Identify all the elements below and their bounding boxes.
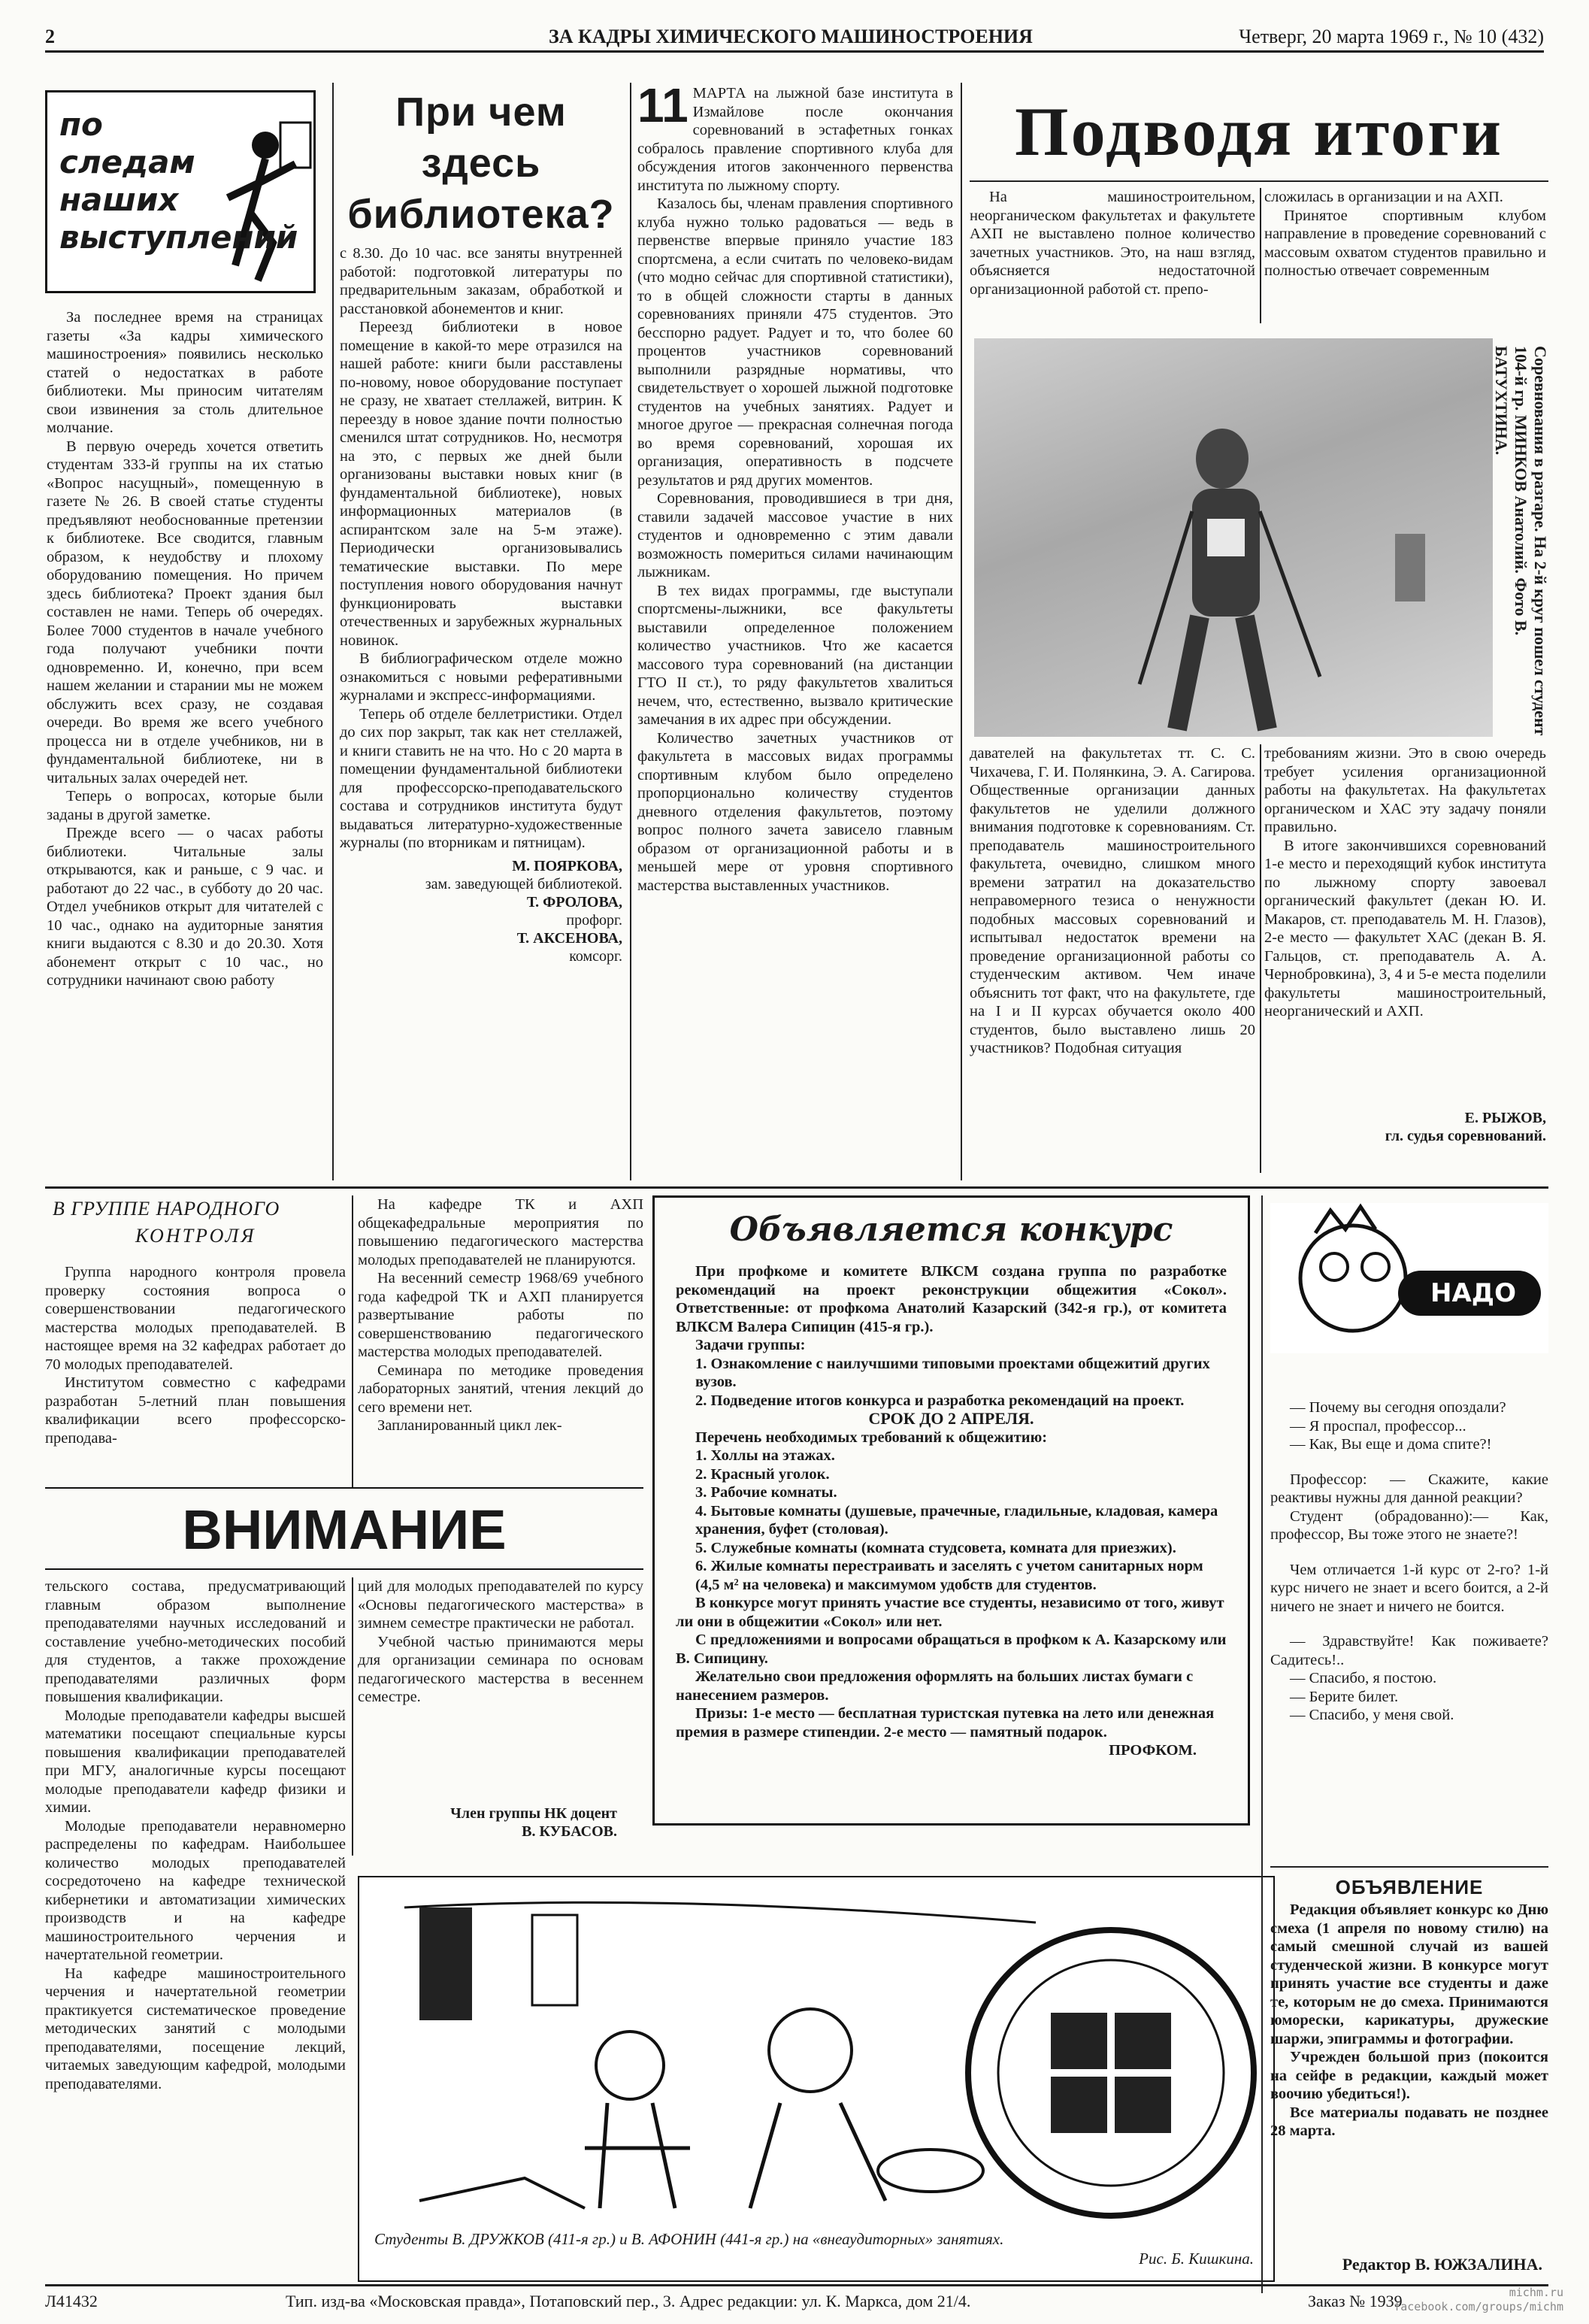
joke-line: — Как, Вы еще и дома спите?! xyxy=(1290,1436,1492,1453)
paragraph: Переезд библиотеки в новое помещение в какой-то мере отразился на нашей работе: книги были расставлены по-новому, новое оборудование поступает не сразу, не хватает стеллажей, витрин. К переезду в новое здание почти полностью сменился штат сотрудников. Но, несмотря на это, с первых же дней были организованы выставки новых книг (в фундаментальной библиотеке), новых информационных материалов (в аспирантском зале на 5-м этаже). Периодически организовывались тематические выставки. По мере поступления нового оборудования начнут функционировать выставки отечественных и зарубежных журнальных новинок. xyxy=(340,319,622,649)
signature-name: М. ПОЯРКОВА, xyxy=(512,857,622,874)
paragraph: Редакция объявляет конкурс ко Дню смеха (1 апреля по новому стилю) на самый смешной случай из вашей студенческой жизни. В конкурсе могут принять участие все студенты и даже те, которым не до смеха. Принимаются юморески, карикатуры, дружеские шаржи, эпиграммы и фотографии. xyxy=(1270,1901,1548,2047)
column-rule xyxy=(1260,744,1261,1173)
paragraph: На кафедре ТК и АХП общекафедральные мероприятия по повышению педагогического мастерства молодых преподавателей не планируются. xyxy=(358,1196,643,1268)
paragraph: Количество зачетных участников от факультета в массовых видах программы спортивным клубом было определено пропорционально количеству студентов дневного отделения факультетов, поэтому вопрос полного зачета зависело главным образом от организационной работы и в меньшей мере от уровня спортивного мастерства выставленных участников. xyxy=(637,729,953,894)
paragraph: В первую очередь хочется ответить студентам 333-й группы на их статью «Вопрос насущный», помещенную в газете № 26. В своей статье студенты предъявляют необоснованные претензии к библиотеке. Все сводится, главным образом, к неудобству и плохому оборудованию помещения. Но причем здесь библиотека? Проект здания был составлен не нами. Теперь об очередях. Более 7000 студентов в начале учебного года получают учебники почти одновременно. И, конечно, при всем нашем желании и старании мы не можем обслужить всех сразу, не создавая очереди. Во время же всего учебного процесса ни в отделе учебников, ни в фундаментальной библиотеке, ни в читальных залах очередей нет. xyxy=(47,438,323,786)
contest-requirement: 2. Красный уголок. xyxy=(695,1465,830,1483)
sport-col1 xyxy=(637,84,953,1174)
masthead: ЗА КАДРЫ ХИМИЧЕСКОГО МАШИНОСТРОЕНИЯ xyxy=(549,26,1033,47)
joke-line: Студент (обрадованно):— Как, профессор, Вы тоже этого не знаете?! xyxy=(1270,1507,1548,1543)
joke-line: — Почему вы сегодня опоздали? xyxy=(1290,1399,1506,1416)
drop-cap: 11 xyxy=(637,84,689,132)
paragraph: В конкурсе могут принять участие все студенты, независимо от того, живут ли они в общежитии «Сокол» или нет. xyxy=(676,1595,1224,1630)
section-rule xyxy=(1270,1866,1548,1868)
paragraph: Все материалы подавать не позднее 28 марта. xyxy=(1270,2104,1548,2139)
notice-title: ОБЪЯВЛЕНИЕ xyxy=(1335,1876,1484,1898)
paragraph: С предложениями и вопросами обращаться в профком к А. Казарскому или В. Сипицину. xyxy=(676,1632,1227,1667)
paragraph: На весенний семестр 1968/69 учебного года кафедрой ТК и АХП планируется развертывание работы по совершенствованию педагогического мастерства молодых преподавателей. xyxy=(358,1270,643,1360)
control-title-line1: В ГРУППЕ НАРОДНОГО xyxy=(53,1198,280,1220)
control-headline: ВНИМАНИЕ xyxy=(45,1487,643,1570)
section-rule xyxy=(45,1186,1548,1189)
signature-name: Е. РЫЖОВ, xyxy=(1464,1110,1546,1126)
sport-col2a xyxy=(970,188,1255,338)
contest-tasks-head: Задачи группы: xyxy=(695,1337,806,1353)
paragraph: Запланированный цикл лек- xyxy=(377,1417,562,1434)
cartoon-caption xyxy=(374,2229,1261,2268)
joke-line: Профессор: — Скажите, какие реактивы нужны для данной реакции? xyxy=(1270,1471,1548,1506)
photo-caption: Соревнования в разгаре. На 2-й круг пошел студент 104-й гр. МИНКОВ Анатолий. Фото В. БАТУХТИНА. xyxy=(1492,346,1550,736)
page-number: 2 xyxy=(45,26,55,47)
signature-role: профорг. xyxy=(566,911,622,929)
cartoon-caption-credit: Рис. Б. Кишкина. xyxy=(1139,2250,1254,2268)
issue-date: Четверг, 20 марта 1969 г., № 10 (432) xyxy=(1239,26,1544,47)
contest-title: Объявляется конкурс xyxy=(729,1210,1173,1249)
joke-line: Чем отличается 1-й курс от 2-го? 1-й курс ничего не знает и всего боится, а 2-й ничего не знает и ничего не боится. xyxy=(1270,1561,1548,1615)
control-col1b xyxy=(45,1577,346,2277)
joke-banner xyxy=(1270,1203,1548,1353)
joke-text xyxy=(1270,1398,1548,1850)
editor-line: Редактор В. ЮЖЗАЛИНА. xyxy=(1342,2255,1542,2274)
joke-line: — Здравствуйте! Как поживаете? Садитесь!.. xyxy=(1270,1633,1548,1668)
library-title: При чем здесь библиотека? xyxy=(347,89,615,237)
column-rule xyxy=(1261,1195,1263,2293)
control-heading xyxy=(45,1195,346,1263)
section-logo xyxy=(45,90,316,293)
contest-box xyxy=(652,1195,1250,1826)
control-col2 xyxy=(358,1195,643,1489)
sport-title: Подводя итоги xyxy=(1015,93,1503,170)
paragraph: Группа народного контроля провела проверку состояния вопроса о совершенствовании педагогического мастерства молодых преподавателей. В настоящее время на 32 кафедрах работает до 70 молодых преподавателей. xyxy=(45,1264,346,1373)
contest-signature: ПРОФКОМ. xyxy=(1109,1742,1197,1759)
signature-name: Т. ФРОЛОВА, xyxy=(526,893,622,911)
contest-requirement: 3. Рабочие комнаты. xyxy=(695,1484,837,1501)
ski-photo xyxy=(974,338,1493,737)
paragraph: Институтом совместно с кафедрами разработан 5-летний план повышения квалификации всего профессорско-преподава- xyxy=(45,1374,346,1447)
paragraph: Принятое спортивным клубом направление в проведение соревнований с массовым охватом студентов правильно и полностью отвечает современным xyxy=(1264,207,1546,279)
footer-printer: Тип. изд-ва «Московская правда», Потаповский пер., 3. Адрес редакции: ул. К. Маркса, дом 21/4. xyxy=(286,2292,971,2310)
contest-deadline: СРОК ДО 2 АПРЕЛЯ. xyxy=(868,1409,1034,1428)
watermark-line: michm.ru xyxy=(1509,2286,1563,2299)
cartoon xyxy=(358,1876,1275,2282)
signature-role: гл. судья соревнований. xyxy=(1385,1128,1546,1144)
signature-role: зам. заведующей библиотекой. xyxy=(425,875,622,892)
sport-signature xyxy=(1264,1109,1546,1154)
skier-figure xyxy=(974,338,1493,737)
column-rule xyxy=(332,83,334,1180)
watermark xyxy=(1270,2286,1563,2323)
column-rule xyxy=(352,1195,353,1489)
control-col2b xyxy=(358,1577,643,1803)
contest-intro: При профкоме и комитете ВЛКСМ создана группа по разработке рекомендаций на проект реконструкции общежития «Сокол». Ответственные: от профкома Анатолий Казарский (342-я гр.), от комитета ВЛКСМ Валера Сипицин (415-я гр.). xyxy=(676,1263,1227,1335)
notice xyxy=(1270,1874,1548,2276)
joke-line: — Берите билет. xyxy=(1290,1688,1399,1705)
watermark-line: facebook.com/groups/michm xyxy=(1394,2300,1563,2313)
contest-task: 1. Ознакомление с наилучшими типовыми проектами общежитий других вузов. xyxy=(695,1355,1210,1390)
footer-code: Л41432 xyxy=(45,2292,98,2310)
paragraph: На машиностроительном, неорганическом факультетах и факультете АХП не выставлено полное количество зачетных участников. Это, на наш взгляд, объясняется недостаточной организационной работой ст. препо- xyxy=(970,189,1255,298)
paragraph: требованиям жизни. Это в свою очередь требует усиления организационной работы на факультетах. На факультетах органическом и ХАС эту задачу поняли правильно. xyxy=(1264,745,1546,835)
library-article xyxy=(340,86,622,1177)
paragraph: Теперь о вопросах, которые были заданы в другой заметке. xyxy=(47,788,323,823)
footer-order: Заказ № 1939 xyxy=(1308,2292,1403,2310)
contest-requirement: 1. Холлы на этажах. xyxy=(695,1447,835,1464)
sledam-article xyxy=(47,308,323,1162)
contest-task: 2. Подведение итогов конкурса и разработка рекомендаций на проект. xyxy=(695,1392,1185,1409)
paragraph: Молодые преподаватели неравномерно распределены по кафедрам. Наибольшее количество молодых преподавателей сосредоточено на кафедре технической кибернетики и автоматизации химических производств и на кафедре машиностроительного черчения и начертательной геометрии. xyxy=(45,1817,346,1963)
logo-text: по следам наших выступлений xyxy=(59,106,298,256)
signature-name: Т. АКСЕНОВА, xyxy=(516,929,622,947)
paragraph: Казалось бы, членам правления спортивного клуба нужно только радоваться — ведь в первенстве впервые приняло участие 183 спортсмена, а если считать по человеко-видам (что модно сейчас для спортивной статистики), то в общей сложности старты в данных соревнованиях приняли 475 студентов. Это бесспорно радует. Радует и то, что более 60 процентов участников соревнований выполнили разрядные нормативы, что свидетельствует о хорошей лыжной подготовке студентов на учебных занятиях. Радует и многое другое — прекрасная солнечная погода во время соревнований, хорошая их организация, оперативность в подсчете результатов и ряд других моментов. xyxy=(637,195,953,489)
paragraph: В тех видах программы, где выступали спортсмены-лыжники, все факультеты выставили определенное положением количество участников. Что же касается массового тура соревнований (на дистанции ГТО II ст.), то ряду факультетов хвалиться нечем, что, естественно, вызвало критические замечания в их адрес при обсуждении. xyxy=(637,582,953,728)
sport-col3b xyxy=(1264,744,1546,1105)
column-rule xyxy=(961,83,962,1180)
sport-col3a xyxy=(1264,188,1546,338)
paragraph: Прежде всего — о часах работы библиотеки. Читальные залы открываются, как и раньше, с 9 час. и работают до 22 час., в субботу до 20 час. Отдел учебников открыт для читателей с 10 час., однако на аудиторные занятия книги выдаются с 8.30 и до 20.30. Хотя абонемент открыт с 10 час., но сотрудники начинают свою работу xyxy=(47,825,323,989)
control-title-line2: КОНТРОЛЯ xyxy=(135,1225,256,1247)
paragraph: На кафедре машиностроительного черчения и начертательной геометрии практикуется систематическое проведение методических занятий с молодыми преподавателями, посещение лекций, читаемых заведующим кафедрой, молодыми преподавателями. xyxy=(45,1965,346,2092)
joke-line: — Спасибо, я постою. xyxy=(1290,1670,1437,1686)
control-signature xyxy=(358,1804,617,1847)
joke-banner-text: НАДО ЖЕ xyxy=(1430,1278,1516,1344)
joke-line: — Спасибо, у меня свой. xyxy=(1290,1707,1454,1723)
control-col1 xyxy=(45,1263,346,1489)
paragraph: В библиографическом отделе можно ознакомиться с новыми реферативными журналами и экспресс-информациями. xyxy=(340,650,622,704)
sport-col2b xyxy=(970,744,1255,1173)
paragraph: Теперь об отделе беллетристики. Отдел до сих пор закрыт, так как нет стеллажей, и книги ставить не на что. Но с 20 марта в помещении фундаментальной библиотеки для профессорско-преподавательского состава и сотрудников института будут выдаваться литературно-художественные журналы (по вторникам и пятницам). xyxy=(340,705,622,851)
paragraph: давателей на факультетах тт. С. С. Чихачева, Г. И. Полянкина, Э. А. Сагирова. Общественные организации данных факультетов не уделили должного внимания подготовке к соревнованиям. Ст. преподаватель машиностроительного факультета, очевидно, слишком много времени затратил на доказательство неправомерного тезиса о ненужности подобных массовых соревнований и испытывал недостаток времени на проведение организационной работы со студенческим активом. Чем иначе объяснить тот факт, что на факультете, где на I и II курсах обучается около 400 студентов, было выставлено лишь 20 участников? Подобная ситуация xyxy=(970,745,1255,1056)
paragraph: МАРТА на лыжной базе института в Измайлове после окончания соревнований в эстафетных гонках собралось правление спортивного клуба для обсуждения итогов законченного первенства института по лыжному спорту. xyxy=(637,85,953,194)
paragraph: ций для молодых преподавателей по курсу «Основы педагогического мастерства» в зимнем семестре практически не работал. xyxy=(358,1578,643,1632)
paragraph: Молодые преподаватели кафедры высшей математики посещают специальные курсы повышения квалификации преподавателей при МГУ, аналогичные курсы посещают молодые преподаватели кафедр физики и химии. xyxy=(45,1707,346,1816)
title-rule xyxy=(970,180,1548,182)
paragraph: сложилась в организации и на АХП. xyxy=(1264,189,1503,205)
joke-line: — Я проспал, профессор... xyxy=(1290,1417,1466,1435)
contest-requirement: 5. Служебные комнаты (комната студсовета, комната для приезжих). xyxy=(695,1539,1176,1556)
signature-role: комсорг. xyxy=(569,947,622,965)
column-rule xyxy=(1260,188,1261,323)
paragraph: Желательно свои предложения оформлять на больших листах бумаги с нанесением размеров. xyxy=(676,1668,1194,1704)
paragraph: Учрежден большой приз (покоится на сейфе в редакции, каждый может воочию убедиться!). xyxy=(1270,2049,1548,2102)
paragraph: тельского состава, предусматривающий главным образом выполнение преподавателями научных исследований и составление учебно-методических пособий для студентов, а также прохождение преподавателями различных форм повышения квалификации. xyxy=(45,1578,346,1705)
column-rule xyxy=(352,1577,353,1856)
column-rule xyxy=(630,83,631,1180)
cartoon-drawing xyxy=(359,1877,1275,2231)
paragraph: Соревнования, проводившиеся в три дня, ставили задачей массовое участие в них студентов и одновременно с этим давали возможность помериться силами начинающим лыжникам. xyxy=(637,490,953,580)
signature-role: Член группы НК доцент xyxy=(450,1805,617,1822)
paragraph: Учебной частью принимаются меры для организации семинара по основам педагогического мастерства в весеннем семестре. xyxy=(358,1633,643,1705)
library-signatures xyxy=(340,857,622,965)
signature-name: В. КУБАСОВ. xyxy=(522,1823,617,1840)
contest-requirement: 6. Жилые комнаты перестраивать и заселять с учетом санитарных норм (4,5 м² на человека) и максимумом удобств для студентов. xyxy=(695,1558,1203,1593)
paragraph: В итоге закончившихся соревнований 1-е место и переходящий кубок института по лыжному спорту завоевал органический факультет (декан Ю. И. Макаров, ст. преподаватель М. Н. Глазов), 2-е место — факультет ХАС (декан В. Я. Гальцов, ст. преподаватель А. А. Чернобровкина), 3, 4 и 5-е места поделили факультеты машиностроительный, неорганический и АХП. xyxy=(1264,837,1546,1020)
page-header xyxy=(45,23,1544,53)
cartoon-caption-main: Студенты В. ДРУЖКОВ (411-я гр.) и В. АФОНИН (441-я гр.) на «внеаудиторных» занятиях. xyxy=(374,2230,1004,2248)
paragraph: Призы: 1-е место — бесплатная туристская путевка на лето или денежная премия в размере стипендии. 2-е место — памятный подарок. xyxy=(676,1705,1215,1741)
contest-requirement: 4. Бытовые комнаты (душевые, прачечные, гладильные, кладовая, камера хранения, буфет (столовая). xyxy=(695,1502,1218,1538)
paragraph: с 8.30. До 10 час. все заняты внутренней работой: подготовкой литературы по предварительным заказам, обработкой и расстановкой абонементов и книг. xyxy=(340,245,622,317)
paragraph: За последнее время на страницах газеты «За кадры химического машиностроения» появились несколько статей о недостатках в работе библиотеки. Мы приносим читателям свои извинения за столь длительное молчание. xyxy=(47,309,323,436)
paragraph: Семинара по методике проведения лабораторных занятий, чтения лекций до сего времени нет. xyxy=(358,1362,643,1416)
contest-req-head: Перечень необходимых требований к общежитию: xyxy=(695,1429,1048,1446)
